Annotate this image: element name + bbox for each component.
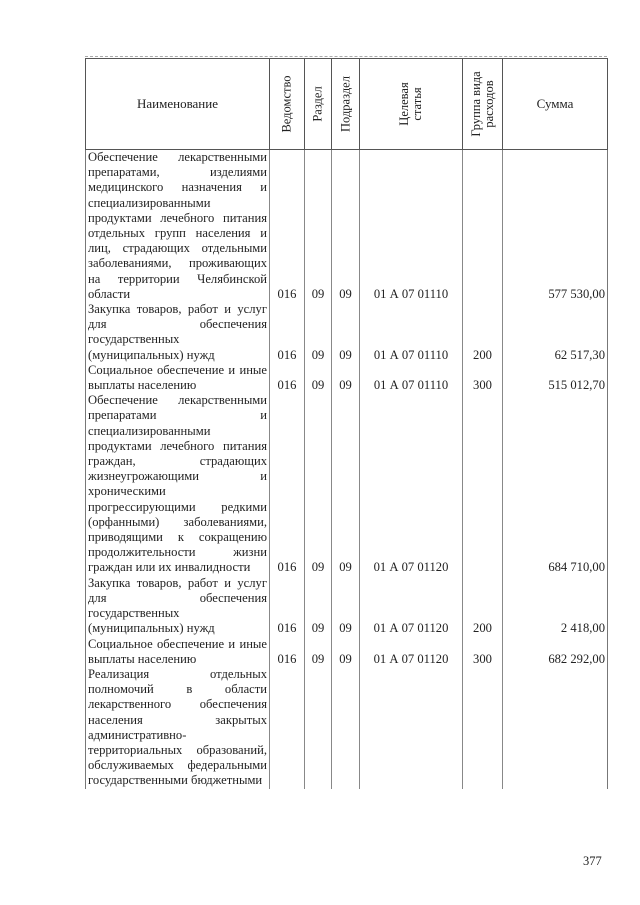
header-section: Раздел <box>305 59 332 150</box>
row-section: 09 <box>305 363 332 393</box>
row-target <box>360 667 463 789</box>
row-sum: 62 517,30 <box>503 302 608 363</box>
page-number: 377 <box>583 854 602 868</box>
row-subsection: 09 <box>332 302 360 363</box>
row-name: Закупка товаров, работ и услуг для обеспечения государственных (муниципальных) нужд <box>86 302 270 363</box>
row-name: Социальное обеспечение и иные выплаты населению <box>86 363 270 393</box>
table-row <box>86 302 608 363</box>
table-row <box>86 393 608 575</box>
row-sum: 682 292,00 <box>503 637 608 667</box>
row-dept: 016 <box>270 363 305 393</box>
row-name: Закупка товаров, работ и услуг для обеспечения государственных (муниципальных) нужд <box>86 576 270 637</box>
header-dept: Ведомство <box>270 59 305 150</box>
row-dept: 016 <box>270 393 305 575</box>
row-target: 01 А 07 01110 <box>360 150 463 303</box>
row-name: Обеспечение лекарственными препаратами и специализированными продуктами лечебного питания граждан, страдающих жизнеугрожающими и хроническими прогрессирующими редкими (орфанными) заболеваниями, приводящими к сокращению продолжительности жизни граждан или их инвалидности <box>86 393 270 575</box>
header-row <box>86 59 608 150</box>
row-subsection: 09 <box>332 576 360 637</box>
header-sum: Сумма <box>503 59 608 150</box>
row-subsection: 09 <box>332 363 360 393</box>
row-target: 01 А 07 01110 <box>360 363 463 393</box>
row-sum <box>503 667 608 789</box>
row-section: 09 <box>305 393 332 575</box>
row-dept <box>270 667 305 789</box>
row-section: 09 <box>305 150 332 303</box>
table-row <box>86 576 608 637</box>
row-name: Социальное обеспечение и иные выплаты населению <box>86 637 270 667</box>
table-row <box>86 637 608 667</box>
row-sum: 515 012,70 <box>503 363 608 393</box>
row-target: 01 А 07 01120 <box>360 576 463 637</box>
row-sum: 684 710,00 <box>503 393 608 575</box>
row-group <box>463 150 503 303</box>
row-subsection <box>332 667 360 789</box>
row-name: Реализация отдельных полномочий в области лекарственного обеспечения населения закрытых административно-территориальных образований, обслуживаемых федеральными государственными бюджетными <box>86 667 270 789</box>
header-subsection: Подраздел <box>332 59 360 150</box>
budget-table <box>85 58 608 789</box>
row-section: 09 <box>305 637 332 667</box>
table-row <box>86 150 608 303</box>
row-name: Обеспечение лекарственными препаратами, изделиями медицинского назначения и специализированными продуктами лечебного питания отдельных групп населения и лиц, страдающих отдельными заболеваниями, проживающих на территории Челябинской области <box>86 150 270 303</box>
row-subsection: 09 <box>332 637 360 667</box>
row-group: 200 <box>463 576 503 637</box>
row-dept: 016 <box>270 576 305 637</box>
row-dept: 016 <box>270 637 305 667</box>
header-expense-group: Группа вида расходов <box>463 59 503 150</box>
row-target: 01 А 07 01110 <box>360 302 463 363</box>
row-section <box>305 667 332 789</box>
row-target: 01 А 07 01120 <box>360 393 463 575</box>
row-group: 200 <box>463 302 503 363</box>
row-target: 01 А 07 01120 <box>360 637 463 667</box>
row-sum: 577 530,00 <box>503 150 608 303</box>
header-target: Целевая статья <box>360 59 463 150</box>
row-dept: 016 <box>270 150 305 303</box>
row-subsection: 09 <box>332 150 360 303</box>
row-dept: 016 <box>270 302 305 363</box>
table-top-rule <box>85 56 607 57</box>
row-subsection: 09 <box>332 393 360 575</box>
table-row <box>86 667 608 789</box>
table-row <box>86 363 608 393</box>
row-sum: 2 418,00 <box>503 576 608 637</box>
row-group: 300 <box>463 637 503 667</box>
header-name: Наименование <box>86 59 270 150</box>
row-group <box>463 393 503 575</box>
row-group <box>463 667 503 789</box>
row-section: 09 <box>305 576 332 637</box>
row-section: 09 <box>305 302 332 363</box>
row-group: 300 <box>463 363 503 393</box>
